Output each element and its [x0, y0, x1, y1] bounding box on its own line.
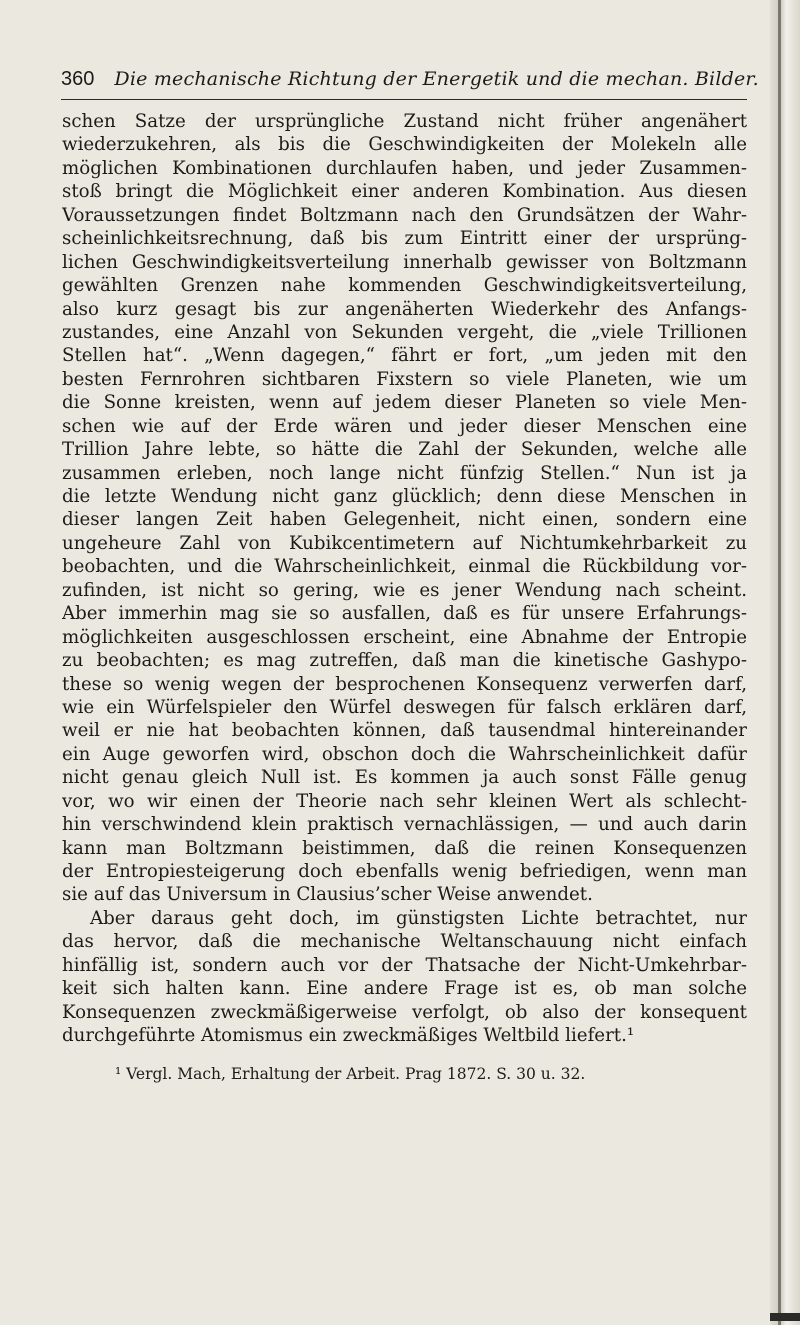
text-line: Stellen hat“. „Wenn dagegen,“ fährt er fort, „um jeden mit den — [62, 345, 747, 367]
running-header — [61, 67, 759, 91]
text-line: die Sonne kreisten, wenn auf jedem dieser Planeten so viele Men- — [62, 392, 747, 414]
text-line: zu beobachten; es mag zutreffen, daß man die kinetische Gashypo- — [62, 650, 747, 672]
text-line: Trillion Jahre lebte, so hätte die Zahl der Sekunden, welche alle — [62, 439, 747, 461]
text-line: Konsequenzen zweckmäßigerweise verfolgt, ob also der konsequent — [62, 1001, 747, 1023]
text-line: das hervor, daß die mechanische Weltanschauung nicht einfach — [62, 931, 747, 953]
header-rule — [61, 99, 747, 100]
text-line: Voraussetzungen findet Boltzmann nach den Grundsätzen der Wahr- — [62, 204, 747, 226]
text-line: möglichkeiten ausgeschlossen erscheint, eine Abnahme der Entropie — [62, 626, 747, 648]
text-line: besten Fernrohren sichtbaren Fixstern so viele Planeten, wie um — [62, 368, 747, 390]
text-line: die letzte Wendung nicht ganz glücklich; denn diese Menschen in — [62, 486, 747, 507]
text-line: ein Auge geworfen wird, obschon doch die Wahrscheinlichkeit dafür — [62, 743, 747, 765]
text-line: zustandes, eine Anzahl von Sekunden vergeht, die „viele Trillionen — [62, 321, 747, 343]
text-line: wie ein Würfelspieler den Würfel deswegen für falsch erklären darf, — [62, 696, 747, 718]
text-line: scheinlichkeitsrechnung, daß bis zum Eintritt einer der ursprüng- — [62, 228, 747, 250]
text-line: beobachten, und die Wahrscheinlichkeit, einmal die Rückbildung vor- — [62, 556, 747, 578]
text-line: gewählten Grenzen nahe kommenden Geschwindigkeitsverteilung, — [62, 275, 747, 297]
text-line: dieser langen Zeit haben Gelegenheit, nicht einen, sondern eine — [62, 509, 747, 531]
text-line: möglichen Kombinationen durchlaufen haben, und jeder Zusammen- — [62, 157, 747, 179]
text-line: these so wenig wegen der besprochenen Konsequenz verwerfen darf, — [62, 673, 747, 695]
running-title: Die mechanische Richtung der Energetik und die mechan. Bilder. — [114, 68, 759, 90]
text-line: schen wie auf der Erde wären und jeder dieser Menschen eine — [62, 415, 747, 437]
text-line: wiederzukehren, als bis die Geschwindigkeiten der Molekeln alle — [62, 134, 747, 156]
text-line: hinfällig ist, sondern auch vor der Thatsache der Nicht-Umkehrbar- — [62, 954, 747, 976]
text-line: lichen Geschwindigkeitsverteilung innerhalb gewisser von Boltzmann — [62, 251, 747, 273]
text-line: sie auf das Universum in Clausius’scher Weise anwendet. — [62, 884, 593, 906]
text-line: Aber daraus geht doch, im günstigsten Lichte betrachtet, nur — [90, 907, 747, 929]
text-line: nicht genau gleich Null ist. Es kommen ja auch sonst Fälle genug — [62, 767, 747, 789]
text-line: hin verschwindend klein praktisch vernachlässigen, — und auch darin — [62, 814, 747, 836]
footnote: ¹ Vergl. Mach, Erhaltung der Arbeit. Prag 1872. S. 30 u. 32. — [115, 1065, 586, 1083]
page-number: 360 — [61, 68, 95, 90]
page-edge-shadow — [778, 0, 781, 1325]
text-line: zufinden, ist nicht so gering, wie es jener Wendung nach scheint. — [62, 579, 747, 601]
text-line: der Entropiesteigerung doch ebenfalls wenig befriedigen, wenn man — [62, 861, 747, 882]
text-line: Aber immerhin mag sie so ausfallen, daß es für unsere Erfahrungs- — [62, 603, 747, 625]
text-line: ungeheure Zahl von Kubikcentimetern auf Nichtumkehrbarkeit zu — [62, 532, 747, 554]
text-line: kann man Boltzmann beistimmen, daß die reinen Konsequenzen — [62, 837, 747, 859]
text-line: vor, wo wir einen der Theorie nach sehr kleinen Wert als schlecht- — [62, 790, 747, 812]
text-line: zusammen erleben, noch lange nicht fünfzig Stellen.“ Nun ist ja — [62, 462, 747, 484]
text-line: schen Satze der ursprüngliche Zustand nicht früher angenähert — [62, 111, 747, 132]
body-text — [62, 110, 747, 1048]
text-line: also kurz gesagt bis zur angenäherten Wiederkehr des Anfangs- — [62, 298, 747, 320]
page-edge-mark — [770, 1313, 800, 1321]
text-line: stoß bringt die Möglichkeit einer anderen Kombination. Aus diesen — [62, 181, 747, 203]
text-line: keit sich halten kann. Eine andere Frage ist es, ob man solche — [62, 978, 747, 1000]
page-edge — [770, 0, 800, 1325]
text-line: durchgeführte Atomismus ein zweckmäßiges Weltbild liefert.¹ — [62, 1025, 635, 1047]
text-line: weil er nie hat beobachten können, daß tausendmal hintereinander — [62, 720, 747, 742]
